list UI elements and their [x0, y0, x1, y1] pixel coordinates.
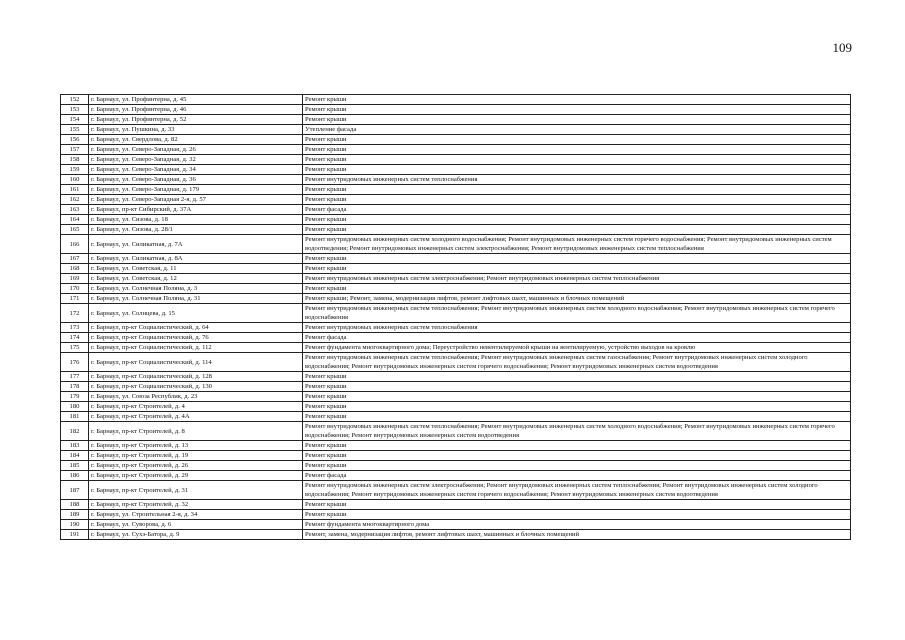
row-number: 153 [61, 105, 89, 115]
table-row [61, 353, 851, 372]
row-number: 155 [61, 125, 89, 135]
table-row [61, 510, 851, 520]
row-address: г. Барнаул, ул. Северо-Западная, д. 32 [89, 155, 303, 165]
row-work-type: Ремонт крыши [303, 165, 851, 175]
row-number: 152 [61, 95, 89, 105]
row-address: г. Барнаул, пр-кт Социалистический, д. 76 [89, 333, 303, 343]
row-work-type: Ремонт крыши [303, 115, 851, 125]
row-address: г. Барнаул, ул. Сизова, д. 18 [89, 215, 303, 225]
table-row [61, 235, 851, 254]
row-address: г. Барнаул, ул. Северо-Западная 2-я, д. 57 [89, 195, 303, 205]
row-work-type: Ремонт крыши [303, 145, 851, 155]
row-address: г. Барнаул, пр-кт Строителей, д. 13 [89, 441, 303, 451]
row-work-type: Ремонт фасада [303, 205, 851, 215]
row-address: г. Барнаул, ул. Солнечная Поляна, д. 31 [89, 294, 303, 304]
row-work-type: Ремонт крыши [303, 441, 851, 451]
table-row [61, 323, 851, 333]
row-number: 161 [61, 185, 89, 195]
table-row [61, 274, 851, 284]
row-address: г. Барнаул, пр-кт Социалистический, д. 112 [89, 343, 303, 353]
row-work-type: Ремонт внутридомовых инженерных систем теплоснабжения; Ремонт внутридомовых инженерных систем холодного водоснабжения; Ремонт внутридомовых инженерных систем горячего водоснабжения; Ремонт внутридомовых инженерных систем водоотведения [303, 422, 851, 441]
row-number: 177 [61, 372, 89, 382]
row-work-type: Утепление фасада [303, 125, 851, 135]
table-row [61, 392, 851, 402]
table-row [61, 471, 851, 481]
row-address: г. Барнаул, ул. Северо-Западная, д. 34 [89, 165, 303, 175]
row-address: г. Барнаул, пр-кт Строителей, д. 32 [89, 500, 303, 510]
row-number: 160 [61, 175, 89, 185]
row-address: г. Барнаул, пр-кт Социалистический, д. 130 [89, 382, 303, 392]
table-row [61, 254, 851, 264]
row-work-type: Ремонт крыши [303, 451, 851, 461]
row-work-type: Ремонт внутридомовых инженерных систем теплоснабжения [303, 323, 851, 333]
row-address: г. Барнаул, пр-кт Социалистический, д. 114 [89, 353, 303, 372]
row-number: 187 [61, 481, 89, 500]
table-row [61, 530, 851, 540]
table-row [61, 461, 851, 471]
row-number: 164 [61, 215, 89, 225]
row-number: 174 [61, 333, 89, 343]
row-work-type: Ремонт, замена, модернизация лифтов, ремонт лифтовых шахт, машинных и блочных помещений [303, 530, 851, 540]
repair-registry-table [60, 94, 851, 540]
row-address: г. Барнаул, пр-кт Социалистический, д. 128 [89, 372, 303, 382]
row-work-type: Ремонт фундамента многоквартирного дома; Переустройство невентилируемой крыши на вентилируемую, устройство выходов на кровлю [303, 343, 851, 353]
table-row [61, 343, 851, 353]
row-address: г. Барнаул, пр-кт Строителей, д. 8 [89, 422, 303, 441]
row-address: г. Барнаул, ул. Профинтерна, д. 45 [89, 95, 303, 105]
table-row [61, 215, 851, 225]
table-row [61, 304, 851, 323]
table-row [61, 95, 851, 105]
row-number: 162 [61, 195, 89, 205]
row-number: 181 [61, 412, 89, 422]
row-work-type: Ремонт крыши [303, 461, 851, 471]
table-row [61, 481, 851, 500]
row-address: г. Барнаул, пр-кт Сибирский, д. 37А [89, 205, 303, 215]
table-row [61, 294, 851, 304]
row-work-type: Ремонт внутридомовых инженерных систем теплоснабжения [303, 175, 851, 185]
row-work-type: Ремонт крыши [303, 412, 851, 422]
table-row [61, 382, 851, 392]
row-work-type: Ремонт крыши [303, 382, 851, 392]
row-number: 169 [61, 274, 89, 284]
table-row [61, 441, 851, 451]
row-number: 190 [61, 520, 89, 530]
row-number: 184 [61, 451, 89, 461]
row-number: 176 [61, 353, 89, 372]
row-address: г. Барнаул, ул. Северо-Западная, д. 36 [89, 175, 303, 185]
row-number: 167 [61, 254, 89, 264]
row-number: 168 [61, 264, 89, 274]
table-row [61, 175, 851, 185]
row-address: г. Барнаул, пр-кт Строителей, д. 31 [89, 481, 303, 500]
table-row [61, 205, 851, 215]
table-row [61, 155, 851, 165]
row-work-type: Ремонт крыши [303, 284, 851, 294]
row-number: 178 [61, 382, 89, 392]
row-number: 158 [61, 155, 89, 165]
table-row [61, 165, 851, 175]
row-address: г. Барнаул, ул. Суворова, д. 6 [89, 520, 303, 530]
row-number: 179 [61, 392, 89, 402]
row-address: г. Барнаул, пр-кт Строителей, д. 19 [89, 451, 303, 461]
row-address: г. Барнаул, ул. Сухэ-Батора, д. 9 [89, 530, 303, 540]
row-number: 189 [61, 510, 89, 520]
page-number: 109 [832, 40, 852, 55]
row-number: 159 [61, 165, 89, 175]
row-work-type: Ремонт крыши [303, 185, 851, 195]
row-work-type: Ремонт внутридомовых инженерных систем теплоснабжения; Ремонт внутридомовых инженерных систем холодного водоснабжения; Ремонт внутридомовых инженерных систем горячего водоснабжения [303, 304, 851, 323]
row-number: 183 [61, 441, 89, 451]
row-work-type: Ремонт крыши [303, 402, 851, 412]
table-row [61, 115, 851, 125]
row-work-type: Ремонт крыши [303, 372, 851, 382]
row-work-type: Ремонт крыши [303, 155, 851, 165]
row-work-type: Ремонт фасада [303, 333, 851, 343]
row-work-type: Ремонт внутридомовых инженерных систем теплоснабжения; Ремонт внутридомовых инженерных систем газоснабжения; Ремонт внутридомовых инженерных систем холодного водоснабжения; Ремонт внутридомовых инженерных систем горячего водоснабжения; Ремонт внутридомовых инженерных систем водоотведения [303, 353, 851, 372]
table-row [61, 284, 851, 294]
row-address: г. Барнаул, ул. Советская, д. 12 [89, 274, 303, 284]
row-number: 175 [61, 343, 89, 353]
row-work-type: Ремонт крыши [303, 392, 851, 402]
table-row [61, 402, 851, 412]
table-row [61, 264, 851, 274]
row-address: г. Барнаул, ул. Сизова, д. 28/1 [89, 225, 303, 235]
row-address: г. Барнаул, пр-кт Строителей, д. 26 [89, 461, 303, 471]
table-row [61, 520, 851, 530]
table-row [61, 145, 851, 155]
table-row [61, 412, 851, 422]
row-work-type: Ремонт фасада [303, 471, 851, 481]
row-work-type: Ремонт крыши [303, 195, 851, 205]
table-row [61, 225, 851, 235]
row-address: г. Барнаул, ул. Северо-Западная, д. 26 [89, 145, 303, 155]
table-row [61, 105, 851, 115]
row-address: г. Барнаул, ул. Силикатная, д. 7А [89, 235, 303, 254]
row-address: г. Барнаул, ул. Свердлова, д. 82 [89, 135, 303, 145]
row-number: 186 [61, 471, 89, 481]
row-number: 154 [61, 115, 89, 125]
row-work-type: Ремонт крыши [303, 215, 851, 225]
table-row [61, 372, 851, 382]
row-work-type: Ремонт фундамента многоквартирного дома [303, 520, 851, 530]
row-work-type: Ремонт крыши [303, 510, 851, 520]
row-number: 182 [61, 422, 89, 441]
row-address: г. Барнаул, ул. Строительная 2-я, д. 34 [89, 510, 303, 520]
row-address: г. Барнаул, ул. Союза Республик, д. 23 [89, 392, 303, 402]
row-address: г. Барнаул, пр-кт Строителей, д. 29 [89, 471, 303, 481]
row-address: г. Барнаул, пр-кт Социалистический, д. 64 [89, 323, 303, 333]
table-row [61, 333, 851, 343]
row-work-type: Ремонт внутридомовых инженерных систем электроснабжения; Ремонт внутридомовых инженерных систем теплоснабжения [303, 274, 851, 284]
row-address: г. Барнаул, ул. Пушкина, д. 33 [89, 125, 303, 135]
row-number: 191 [61, 530, 89, 540]
row-work-type: Ремонт крыши [303, 225, 851, 235]
table-row [61, 185, 851, 195]
table-row [61, 500, 851, 510]
row-address: г. Барнаул, ул. Силикатная, д. 8А [89, 254, 303, 264]
row-work-type: Ремонт крыши [303, 95, 851, 105]
row-number: 157 [61, 145, 89, 155]
row-address: г. Барнаул, ул. Солнечная Поляна, д. 3 [89, 284, 303, 294]
row-number: 185 [61, 461, 89, 471]
row-address: г. Барнаул, ул. Солнцева, д. 15 [89, 304, 303, 323]
row-number: 165 [61, 225, 89, 235]
row-address: г. Барнаул, ул. Профинтерна, д. 52 [89, 115, 303, 125]
table-row [61, 195, 851, 205]
row-address: г. Барнаул, пр-кт Строителей, д. 4 [89, 402, 303, 412]
row-work-type: Ремонт крыши [303, 135, 851, 145]
table-row [61, 422, 851, 441]
row-work-type: Ремонт крыши [303, 105, 851, 115]
row-address: г. Барнаул, ул. Северо-Западная, д. 179 [89, 185, 303, 195]
row-work-type: Ремонт внутридомовых инженерных систем холодного водоснабжения; Ремонт внутридомовых инженерных систем горячего водоснабжения; Ремонт внутридомовых инженерных систем водоотведения; Ремонт внутридомовых инженерных систем электроснабжения; Ремонт внутридомовых инженерных систем теплоснабжения [303, 235, 851, 254]
row-number: 163 [61, 205, 89, 215]
row-number: 172 [61, 304, 89, 323]
row-number: 166 [61, 235, 89, 254]
table-row [61, 135, 851, 145]
row-number: 171 [61, 294, 89, 304]
row-work-type: Ремонт крыши [303, 500, 851, 510]
row-work-type: Ремонт крыши [303, 254, 851, 264]
row-address: г. Барнаул, ул. Профинтерна, д. 46 [89, 105, 303, 115]
row-work-type: Ремонт крыши [303, 264, 851, 274]
row-number: 188 [61, 500, 89, 510]
row-number: 156 [61, 135, 89, 145]
row-address: г. Барнаул, пр-кт Строителей, д. 4А [89, 412, 303, 422]
row-number: 180 [61, 402, 89, 412]
row-address: г. Барнаул, ул. Советская, д. 11 [89, 264, 303, 274]
row-number: 173 [61, 323, 89, 333]
registry-body [61, 95, 851, 540]
table-row [61, 125, 851, 135]
row-work-type: Ремонт крыши; Ремонт, замена, модернизация лифтов, ремонт лифтовых шахт, машинных и блочных помещений [303, 294, 851, 304]
row-number: 170 [61, 284, 89, 294]
row-work-type: Ремонт внутридомовых инженерных систем электроснабжения; Ремонт внутридомовых инженерных систем теплоснабжения; Ремонт внутридомовых инженерных систем холодного водоснабжения; Ремонт внутридомовых инженерных систем горячего водоснабжения; Ремонт внутридомовых инженерных систем водоотведения [303, 481, 851, 500]
table-row [61, 451, 851, 461]
